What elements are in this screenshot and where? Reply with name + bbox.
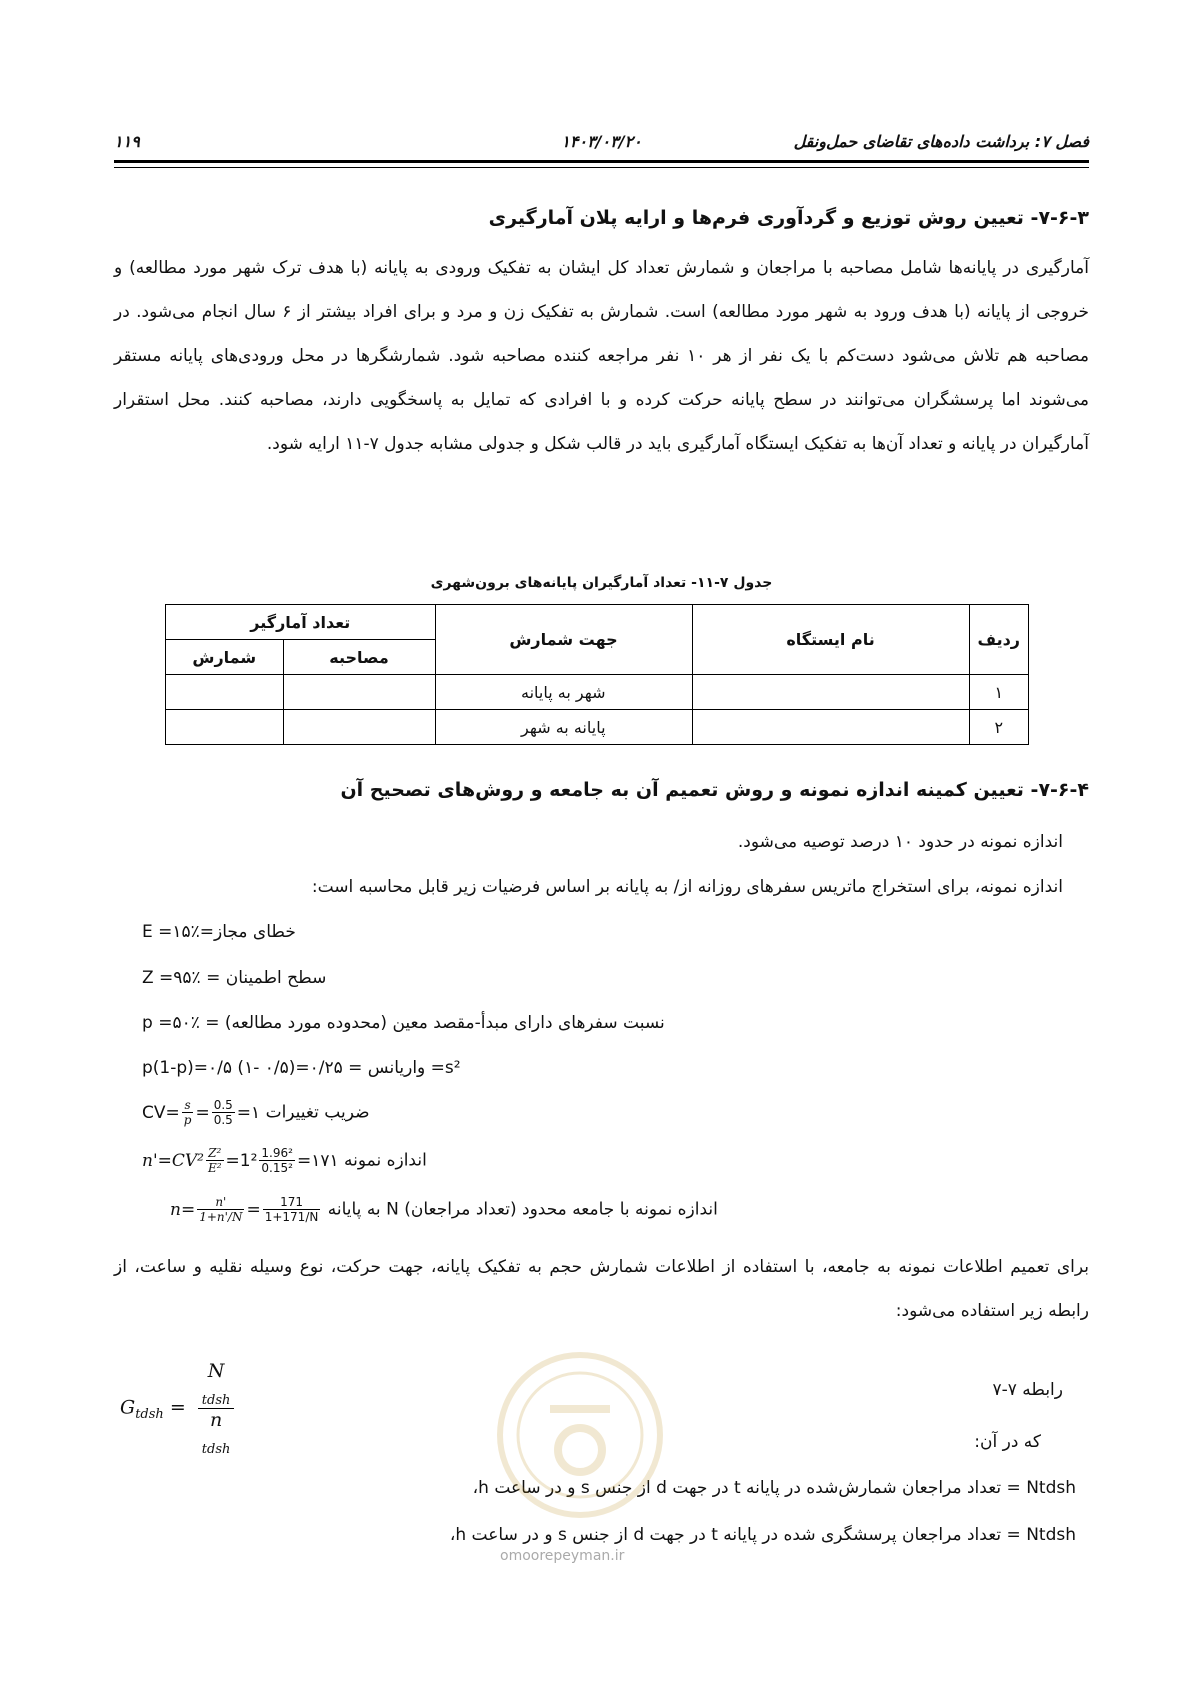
relation-lhs-sub: tdsh [135,1407,164,1423]
cell-direction: شهر به پایانه [435,675,692,710]
formula-variance-expr: p(1-p)=۰/۵ (۱- ۰/۵)=۰/۲۵ [142,1058,343,1078]
finite-lhs: n= [170,1199,196,1220]
formula-confidence-value: Z =۹۵٪ [142,968,201,988]
page-header [114,132,1089,154]
table-row [166,710,1029,745]
table-header-row [166,605,1029,640]
header-rule-thick [114,160,1089,163]
formula-variance-lhs: s²= [430,1058,461,1078]
header-station: نام ایستگاه [692,605,969,675]
cv-lhs: CV= [142,1102,180,1123]
finite-den: 1+n'/N [199,1210,243,1224]
watermark-site: omoorepeyman.ir [500,1548,625,1564]
finite-fraction [197,1195,244,1224]
relation-num [198,1360,235,1409]
formula-finite-expr: n= $\frac{n'}{1+n'/N}$ = $\frac{171}{1+171/N}$ [170,1195,319,1224]
header-count-group: تعداد آمارگیر [166,605,436,640]
header-row-number: ردیف [969,605,1028,675]
formula-finite [170,1195,718,1224]
cell-counting [166,675,284,710]
generalize-paragraph: برای تعمیم اطلاعات نمونه به جامعه، با استفاده از اطلاعات شمارش حجم به تفکیک پایانه، جهت حرکت، نوع وسیله نقلیه و ساعت، از رابطه زیر استفاده می‌شود: [114,1257,1089,1321]
formula-sample-label: اندازه نمونه [344,1150,427,1171]
cell-station [692,710,969,745]
section-heading-4: ۷-۶-۴- تعیین کمینه اندازه نمونه و روش تعمیم آن به جامعه و روش‌های تصحیح آن [340,779,1089,801]
where-label: که در آن: [974,1432,1041,1452]
cell-interview [283,710,435,745]
finite-num: n' [197,1195,244,1210]
sample-den: E² [207,1161,222,1175]
formula-confidence [142,968,326,988]
cv-result: =۱ [236,1102,261,1123]
surveyors-table [165,604,1029,745]
formula-error [142,922,296,942]
finite-den2: 1+171/N [264,1210,319,1224]
page-number: ۱۱۹ [114,132,140,151]
formula-cv-expr: CV= $\frac{s}{p}$ = $\frac{0.5}{0.5}$ =۱ [142,1098,261,1127]
sample-fraction [206,1146,224,1175]
cell-direction: پایانه به شهر [435,710,692,745]
relation-label: رابطه ۷-۷ [992,1380,1063,1400]
header-date: ۱۴۰۳/۰۳/۲۰ [561,132,642,151]
header-counting: شمارش [166,640,284,675]
definition-counted: Ntdsh = تعداد مراجعان شمارش‌شده در پایانه t در جهت d از جنس s و در ساعت h، [472,1478,1076,1498]
sample-den2: 0.15² [261,1161,293,1175]
sample-result: =۱۷۱ [296,1150,339,1171]
header-rule-thin [114,167,1089,168]
formula-error-label: خطای مجاز= [199,922,296,942]
cell-row: ۲ [969,710,1028,745]
formula-finite-label: اندازه نمونه با جامعه محدود (تعداد مراجعان) N به پایانه [327,1199,718,1220]
cv-num: s [182,1098,194,1113]
sample-size-intro: اندازه نمونه، برای استخراج ماتریس سفرهای روزانه از/ به پایانه بر اساس فرضیات زیر قابل محاسبه است: [311,877,1063,897]
relation-formula: $G_{tdsh}$ = N $_{tdsh}$ n $_{tdsh}$ [120,1360,234,1457]
table-row [166,675,1029,710]
section-heading-3: ۷-۶-۳- تعیین روش توزیع و گردآوری فرم‌ها و ارایه پلان آمارگیری [488,207,1089,229]
sample-num2: 1.96² [261,1146,293,1160]
finite-fraction-values [263,1195,321,1224]
formula-cv-label: ضریب تغییرات [265,1102,370,1123]
relation-den [198,1409,235,1457]
formula-error-value: E =۱۵٪ [142,922,200,942]
relation-fraction [198,1360,235,1457]
sample-fraction-values [259,1146,295,1175]
formula-confidence-label: سطح اطمینان = [200,968,327,988]
formula-sample-expr [142,1146,339,1175]
sample-lhs: n'=CV² [142,1150,204,1171]
cell-station [692,675,969,710]
cv-fraction [182,1098,194,1127]
cv-fraction-values [212,1098,235,1127]
sample-mid: =1² [225,1150,258,1171]
cv-den2: 0.5 [213,1113,233,1127]
formula-proportion [142,1013,665,1033]
cv-den: p [183,1113,192,1127]
cell-interview [283,675,435,710]
watermark-seal-icon [490,1345,670,1525]
finite-num2: 171 [263,1195,321,1210]
formula-sample [142,1146,427,1175]
formula-variance [142,1058,461,1078]
relation-num-sym: N [207,1360,225,1382]
sample-num: Z² [206,1146,224,1161]
formula-proportion-label: نسبت سفرهای دارای مبدأ-مقصد معین (محدوده مورد مطالعه) = [199,1013,665,1033]
relation-num-sub: tdsh [201,1392,231,1408]
sample-size-note: اندازه نمونه در حدود ۱۰ درصد توصیه می‌شود. [737,832,1063,852]
cell-counting [166,710,284,745]
cell-row: ۱ [969,675,1028,710]
relation-den-sub: tdsh [201,1441,231,1457]
table-caption: جدول ۷-۱۱- تعداد آمارگیران پایانه‌های برون‌شهری [430,575,773,591]
header-direction: جهت شمارش [435,605,692,675]
formula-proportion-value: p =۵۰٪ [142,1013,200,1033]
relation-den-sym: n [209,1408,223,1431]
header-interview: مصاحبه [283,640,435,675]
formula-cv [142,1098,370,1127]
cv-num2: 0.5 [213,1098,233,1112]
relation-lhs: G [120,1396,136,1419]
chapter-title: فصل ۷: برداشت داده‌های تقاضای حمل‌ونقل [793,132,1089,151]
formula-variance-label: واریانس = [348,1058,426,1078]
section-3-paragraph: آمارگیری در پایانه‌ها شامل مصاحبه با مراجعان و شمارش تعداد کل ایشان به تفکیک ورودی به پایانه (با هدف ترک شهر مورد مطالعه) و خروجی از پایانه (با هدف ورود به شهر مورد مطالعه) است. شمارش به تفکیک زن و مرد و برای افراد بیشتر از ۶ سال انجام می‌شود. در مصاحبه هم تلاش می‌شود دست‌کم با یک نفر از هر ۱۰ نفر مراجعه کننده مصاحبه شود. شمارشگرها در محل ورودی‌های پایانه مستقر می‌شوند اما پرسشگران می‌توانند در سطح پایانه حرکت کرده و با افرادی که تمایل به پاسخگویی دارند، مصاحبه کنند. محل استقرار آمارگیران در پایانه و تعداد آن‌ها به تفکیک ایستگاه آمارگیری باید در قالب شکل و جدولی مشابه جدول ۷-۱۱ ارایه شود. [114,258,1089,454]
definition-surveyed: Ntdsh = تعداد مراجعان پرسشگری شده در پایانه t در جهت d از جنس s و در ساعت h، [449,1525,1076,1545]
